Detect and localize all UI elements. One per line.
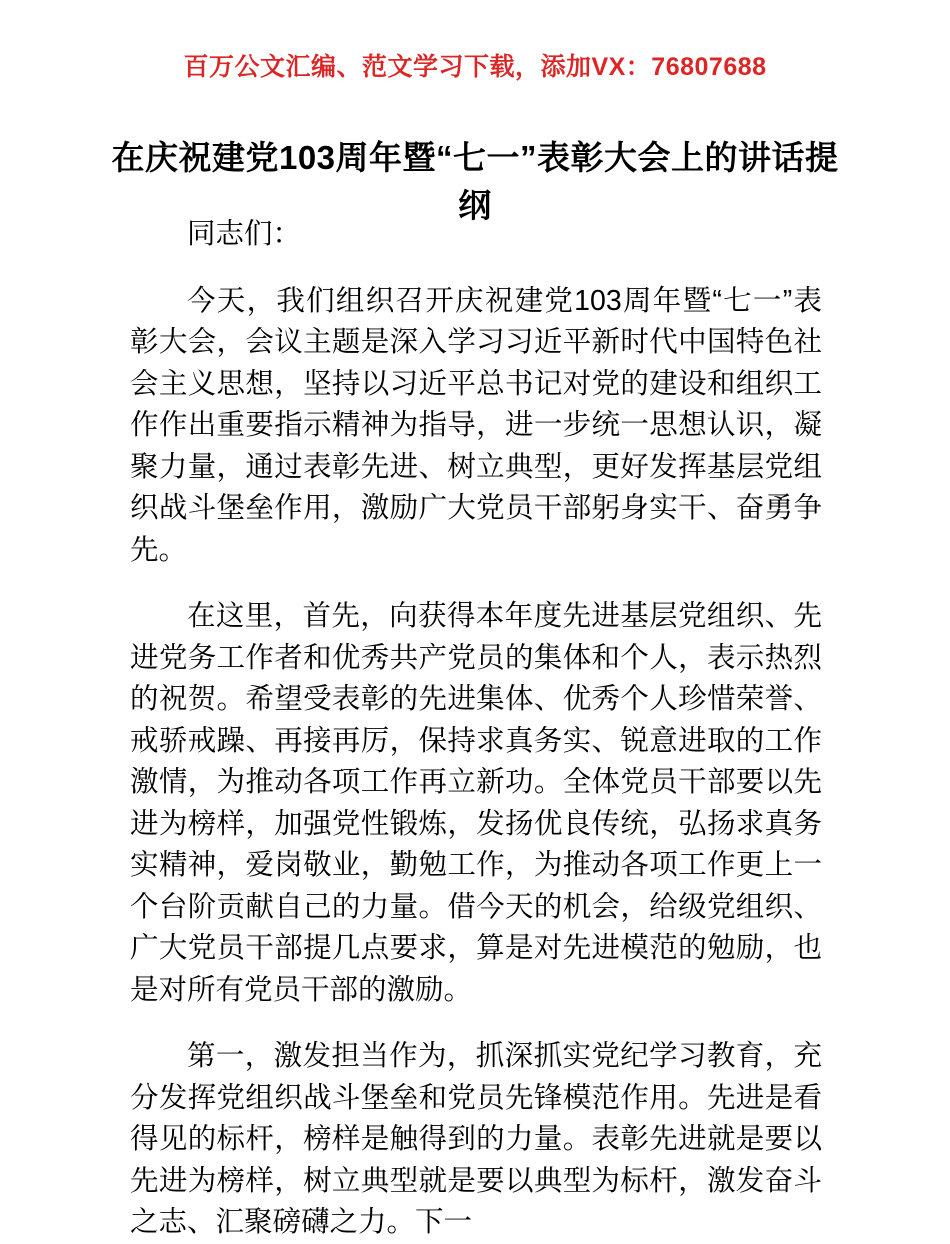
paragraph-salutation: 同志们： bbox=[187, 218, 302, 250]
page-title: 在庆祝建党103周年暨“七一”表彰大会上的讲话提纲 bbox=[111, 139, 839, 225]
paragraph-2: 在这里，首先，向获得本年度先进基层党组织、先进党务工作者和优秀共产党员的集体和个人，表示热烈的祝贺。希望受表彰的先进集体、优秀个人珍惜荣誉、戒骄戒躁、再接再厉，保持求真务实、锐意进取的工作激情，为推动各项工作再立新功。全体党员干部要以先进为榜样，加强党性锻炼，发扬优良传统，弘扬求真务实精神，爱岗敬业，勤勉工作，为推动各项工作更上一个台阶贡献自己的力量。借今天的机会，给级党组织、广大党员干部提几点要求，算是对先进模范的勉励，也是对所有党员干部的激励。 bbox=[130, 600, 822, 1006]
paragraph-1: 今天，我们组织召开庆祝建党103周年暨“七一”表彰大会，会议主题是深入学习习近平新时代中国特色社会主义思想，坚持以习近平总书记对党的建设和组织工作作出重要指示精神为指导，进一步统一思想认识，凝聚力量，通过表彰先进、树立典型，更好发挥基层党组织战斗堡垒作用，激励广大党员干部躬身实干、奋勇争先。 bbox=[130, 284, 822, 566]
document-body bbox=[130, 214, 822, 1244]
paragraph-3: 第一，激发担当作为，抓深抓实党纪学习教育，充分发挥党组织战斗堡垒和党员先锋模范作用。先进是看得见的标杆，榜样是触得到的力量。表彰先进就是要以先进为榜样，树立典型就是要以典型为标杆，激发奋斗之志、汇聚磅礴之力。下一 bbox=[130, 1040, 822, 1238]
promo-banner-text: 百万公文汇编、范文学习下载，添加VX：76807688 bbox=[183, 53, 767, 81]
